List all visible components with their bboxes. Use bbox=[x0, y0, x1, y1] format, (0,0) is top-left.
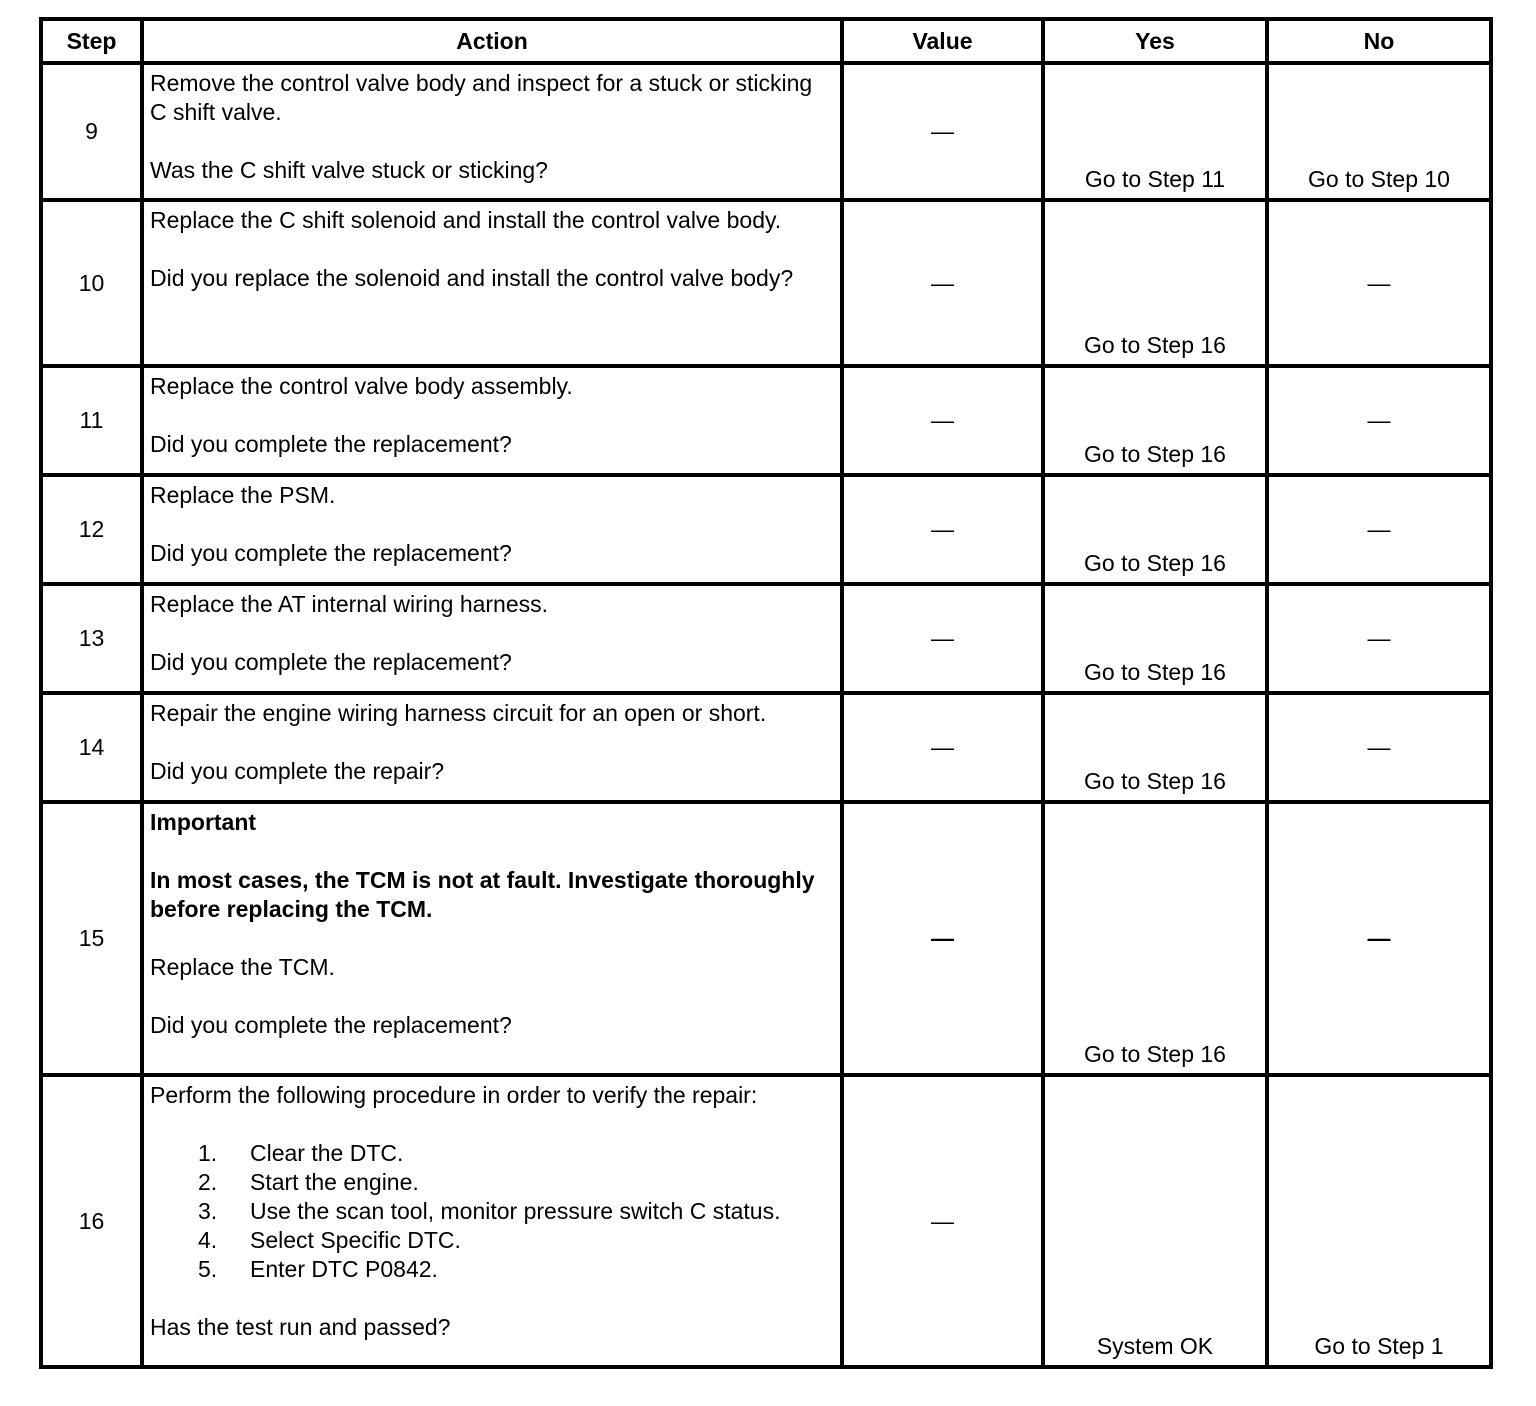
value-cell: — bbox=[842, 63, 1043, 200]
procedure-item: 2. Start the engine. bbox=[198, 1169, 419, 1195]
action-instruction: Replace the C shift solenoid and install the control valve body. bbox=[150, 207, 782, 233]
action-instruction: Replace the control valve body assembly. bbox=[150, 373, 573, 399]
value-cell: — bbox=[842, 200, 1043, 366]
procedure-item: 4. Select Specific DTC. bbox=[198, 1227, 461, 1253]
value-cell: — bbox=[842, 1075, 1043, 1367]
table-row bbox=[41, 693, 1491, 802]
table-row bbox=[41, 366, 1491, 475]
diagnostic-table bbox=[39, 17, 1493, 1369]
value-cell: — bbox=[842, 584, 1043, 693]
yes-cell: Go to Step 16 bbox=[1043, 802, 1267, 1075]
action-cell bbox=[142, 802, 842, 1075]
important-label: Important bbox=[150, 809, 257, 835]
step-number: 16 bbox=[41, 1075, 142, 1367]
header-step: Step bbox=[41, 19, 142, 63]
yes-cell: Go to Step 16 bbox=[1043, 584, 1267, 693]
table-row bbox=[41, 200, 1491, 366]
yes-cell: Go to Step 11 bbox=[1043, 63, 1267, 200]
action-instruction: Remove the control valve body and inspect for a stuck or sticking C shift valve. bbox=[150, 70, 813, 125]
procedure-item: 3. Use the scan tool, monitor pressure switch C status. bbox=[198, 1198, 781, 1224]
action-question: Has the test run and passed? bbox=[150, 1314, 451, 1340]
procedure-item: 5. Enter DTC P0842. bbox=[198, 1256, 438, 1282]
no-cell: — bbox=[1267, 693, 1491, 802]
yes-cell: Go to Step 16 bbox=[1043, 693, 1267, 802]
action-cell bbox=[142, 366, 842, 475]
step-number: 12 bbox=[41, 475, 142, 584]
action-question: Did you complete the replacement? bbox=[150, 1012, 512, 1038]
header-row bbox=[41, 19, 1491, 63]
no-cell: — bbox=[1267, 802, 1491, 1075]
table-row bbox=[41, 63, 1491, 200]
procedure-item: 1. Clear the DTC. bbox=[198, 1140, 404, 1166]
step-number: 10 bbox=[41, 200, 142, 366]
action-cell bbox=[142, 200, 842, 366]
yes-cell: System OK bbox=[1043, 1075, 1267, 1367]
value-cell: — bbox=[842, 366, 1043, 475]
table-row bbox=[41, 802, 1491, 1075]
action-cell bbox=[142, 63, 842, 200]
important-note: In most cases, the TCM is not at fault. Investigate thoroughly before replacing the TCM. bbox=[150, 867, 815, 922]
header-yes: Yes bbox=[1043, 19, 1267, 63]
no-cell: Go to Step 1 bbox=[1267, 1075, 1491, 1367]
step-number: 15 bbox=[41, 802, 142, 1075]
step-number: 9 bbox=[41, 63, 142, 200]
value-cell: — bbox=[842, 802, 1043, 1075]
action-cell bbox=[142, 1075, 842, 1367]
value-cell: — bbox=[842, 693, 1043, 802]
table-row bbox=[41, 584, 1491, 693]
action-instruction: Replace the TCM. bbox=[150, 954, 335, 980]
action-cell bbox=[142, 475, 842, 584]
action-cell bbox=[142, 584, 842, 693]
procedure-list bbox=[150, 1139, 834, 1284]
action-question: Did you complete the replacement? bbox=[150, 431, 512, 457]
action-cell bbox=[142, 693, 842, 802]
step-number: 14 bbox=[41, 693, 142, 802]
action-question: Did you replace the solenoid and install the control valve body? bbox=[150, 265, 794, 291]
action-instruction: Perform the following procedure in order to verify the repair: bbox=[150, 1082, 758, 1108]
no-cell: — bbox=[1267, 366, 1491, 475]
action-question: Was the C shift valve stuck or sticking? bbox=[150, 157, 548, 183]
no-cell: — bbox=[1267, 200, 1491, 366]
header-no: No bbox=[1267, 19, 1491, 63]
header-value: Value bbox=[842, 19, 1043, 63]
step-number: 13 bbox=[41, 584, 142, 693]
action-question: Did you complete the replacement? bbox=[150, 540, 512, 566]
header-action: Action bbox=[142, 19, 842, 63]
action-question: Did you complete the replacement? bbox=[150, 649, 512, 675]
action-instruction: Replace the AT internal wiring harness. bbox=[150, 591, 549, 617]
yes-cell: Go to Step 16 bbox=[1043, 366, 1267, 475]
value-cell: — bbox=[842, 475, 1043, 584]
step-number: 11 bbox=[41, 366, 142, 475]
yes-cell: Go to Step 16 bbox=[1043, 200, 1267, 366]
no-cell: Go to Step 10 bbox=[1267, 63, 1491, 200]
yes-cell: Go to Step 16 bbox=[1043, 475, 1267, 584]
action-question: Did you complete the repair? bbox=[150, 758, 445, 784]
no-cell: — bbox=[1267, 475, 1491, 584]
no-cell: — bbox=[1267, 584, 1491, 693]
table-row bbox=[41, 1075, 1491, 1367]
table-row bbox=[41, 475, 1491, 584]
action-instruction: Replace the PSM. bbox=[150, 482, 336, 508]
action-instruction: Repair the engine wiring harness circuit for an open or short. bbox=[150, 700, 767, 726]
